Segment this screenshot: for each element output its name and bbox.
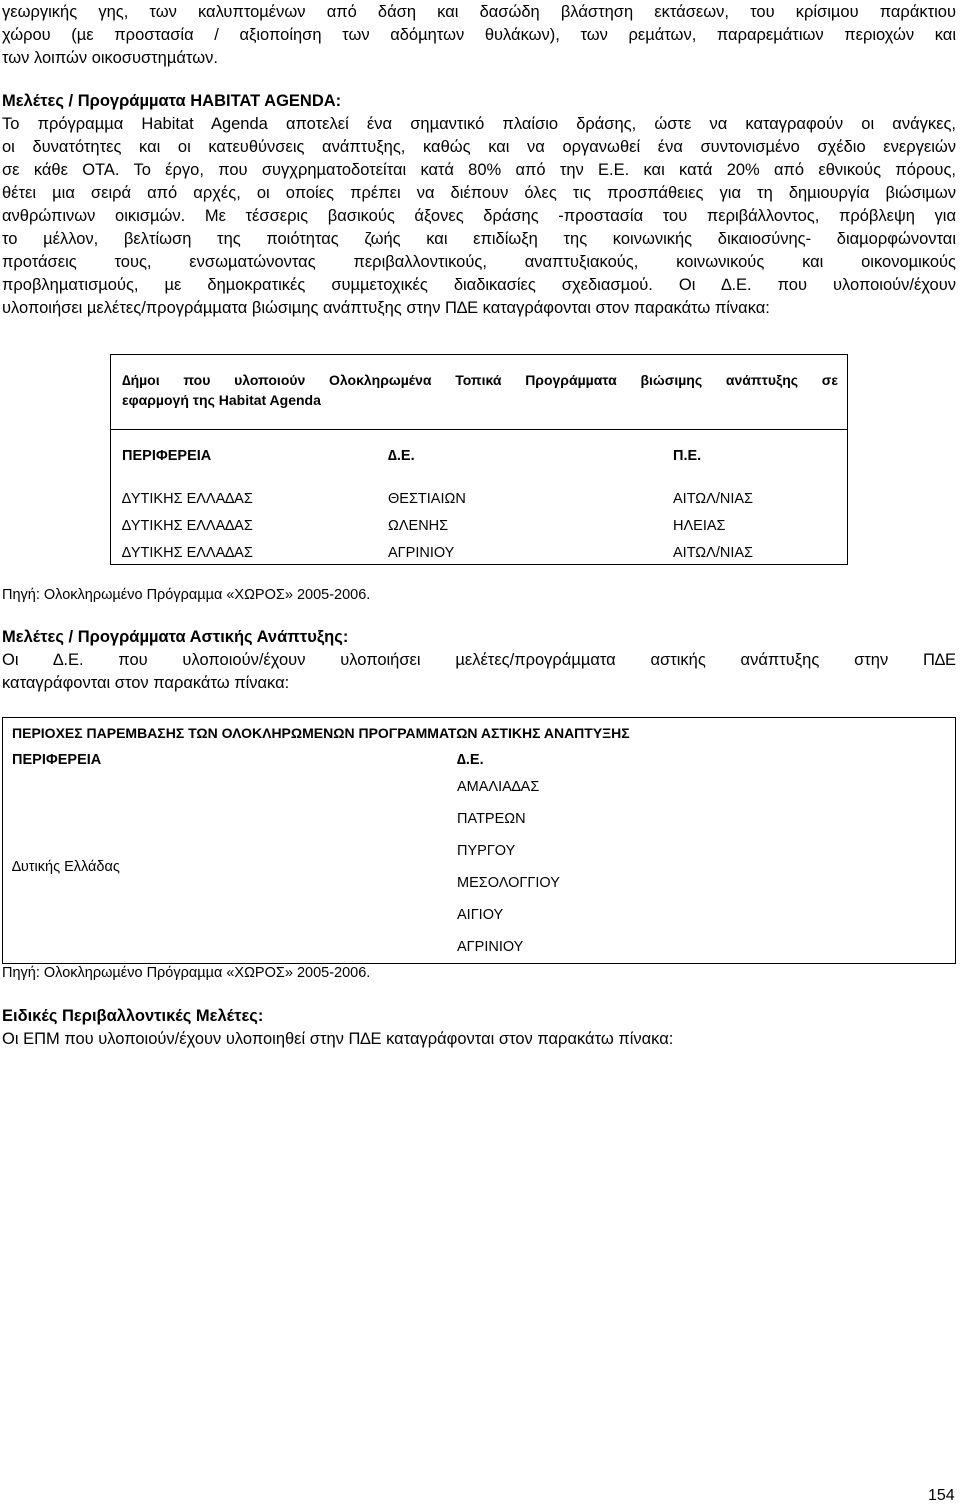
urban-unit-6: ΑΓΡΙΝΙΟΥ — [457, 939, 524, 955]
habitat-row-2-unit: ΩΛΕΝΗΣ — [388, 518, 449, 534]
urban-line-2: καταγράφονται στον παρακάτω πίνακα: — [2, 674, 290, 692]
urban-table-title: ΠΕΡΙΟΧΕΣ ΠΑΡΕΜΒΑΣΗΣ ΤΩΝ ΟΛΟΚΛΗΡΩΜΕΝΩΝ ΠΡΟΓΡΑΜΜΑΤΩΝ ΑΣΤΙΚΗΣ ΑΝΑΠΤΥΞΗΣ — [12, 725, 630, 741]
habitat-line-2: οι δυνατότητες και οι κατευθύνσεις ανάπτυξης, καθώς και να οργανωθεί ένα συντονισµένο σχέδιο ενεργειών — [2, 138, 956, 156]
urban-source: Πηγή: Ολοκληρωµένο Πρόγραµµα «ΧΩΡΟΣ» 2005-2006. — [2, 965, 371, 981]
urban-heading: Μελέτες / Προγράµµατα Αστικής Ανάπτυξης: — [2, 628, 349, 646]
env-line-1: Οι ΕΠΜ που υλοποιούν/έχουν υλοποιηθεί στην Π∆Ε καταγράφονται στον παρακάτω πίνακα: — [2, 1030, 674, 1048]
habitat-line-8: προβληµατισµούς, µε δηµοκρατικές συµµετοχικές διαδικασίες σχεδιασµού. Οι ∆.Ε. που υλοποιούν/έχουν — [2, 276, 956, 294]
habitat-table-caption-1: ∆ήµοι που υλοποιούν Ολοκληρωµένα Τοπικά Προγράµµατα βιώσιµης ανάπτυξης σε — [122, 372, 838, 388]
habitat-line-6: το µέλλον, βελτίωση της ποιότητας ζωής και επιδίωξη της κοινωνικής δικαιοσύνης- διαµορφώνονται — [2, 230, 956, 248]
habitat-row-3-unit: ΑΓΡΙΝΙΟΥ — [388, 545, 455, 561]
urban-unit-1: ΑΜΑΛΙΑ∆ΑΣ — [457, 779, 540, 795]
habitat-row-1-region: ∆ΥΤΙΚΗΣ ΕΛΛΑ∆ΑΣ — [122, 491, 253, 507]
habitat-table-divider — [110, 429, 848, 430]
intro-line-2: χώρου (µε προστασία / αξιοποίηση των αδόµητων θυλάκων), των ρεµάτων, παραρεµάτιων περιοχών και — [2, 26, 956, 44]
habitat-header-unit: ∆.Ε. — [388, 448, 415, 464]
habitat-line-4: θέτει µια σειρά από αρχές, οι οποίες πρέπει να διέπουν όλες τις προσπάθειες για τη δηµιουργία βιώσιµων — [2, 184, 956, 202]
habitat-header-region: ΠΕΡΙΦΕΡΕΙΑ — [122, 448, 212, 464]
urban-header-unit: ∆.Ε. — [457, 752, 484, 768]
urban-unit-5: ΑΙΓΙΟΥ — [457, 907, 504, 923]
env-heading: Ειδικές Περιβαλλοντικές Μελέτες: — [2, 1007, 264, 1025]
urban-unit-3: ΠΥΡΓΟΥ — [457, 843, 516, 859]
habitat-row-3-prefecture: ΑΙΤΩΛ/ΝΙΑΣ — [673, 545, 753, 561]
urban-line-1: Οι ∆.Ε. που υλοποιούν/έχουν υλοποιήσει µελέτες/προγράµµατα αστικής ανάπτυξης στην Π∆Ε — [2, 651, 956, 669]
habitat-heading: Μελέτες / Προγράµµατα HABITAT AGENDA: — [2, 92, 342, 110]
habitat-source: Πηγή: Ολοκληρωµένο Πρόγραµµα «ΧΩΡΟΣ» 2005-2006. — [2, 587, 371, 603]
habitat-row-1-unit: ΘΕΣΤΙΑΙΩΝ — [388, 491, 466, 507]
habitat-row-2-prefecture: ΗΛΕΙΑΣ — [673, 518, 726, 534]
habitat-row-3-region: ∆ΥΤΙΚΗΣ ΕΛΛΑ∆ΑΣ — [122, 545, 253, 561]
habitat-line-1: Το πρόγραµµα Habitat Agenda αποτελεί ένα σηµαντικό πλαίσιο δράσης, ώστε να καταγραφούν οι ανάγκες, — [2, 115, 956, 133]
page-number: 154 — [928, 1487, 955, 1504]
urban-unit-2: ΠΑΤΡΕΩΝ — [457, 811, 526, 827]
habitat-row-2-region: ∆ΥΤΙΚΗΣ ΕΛΛΑ∆ΑΣ — [122, 518, 253, 534]
intro-line-3: των λοιπών οικοσυστηµάτων. — [2, 49, 218, 67]
urban-header-region: ΠΕΡΙΦΕΡΕΙΑ — [12, 752, 102, 768]
habitat-header-prefecture: Π.Ε. — [673, 448, 702, 464]
habitat-line-3: σε κάθε ΟΤΑ. Το έργο, που συγχρηµατοδοτείται κατά 80% από την Ε.Ε. και κατά 20% από εθνικούς πόρους, — [2, 161, 956, 179]
habitat-table-caption-2: εφαρµογή της Habitat Agenda — [122, 392, 321, 408]
habitat-line-9: υλοποιήσει µελέτες/προγράµµατα βιώσιµης ανάπτυξης στην Π∆Ε καταγράφονται στον παρακάτω πίνακα: — [2, 299, 770, 317]
urban-unit-4: ΜΕΣΟΛΟΓΓΙΟΥ — [457, 875, 560, 891]
urban-region-cell: ∆υτικής Ελλάδας — [12, 859, 120, 875]
habitat-row-1-prefecture: ΑΙΤΩΛ/ΝΙΑΣ — [673, 491, 753, 507]
intro-line-1: γεωργικής γης, των καλυπτοµένων από δάση και δασώδη βλάστηση εκτάσεων, του κρίσιµου παράκτιου — [2, 3, 956, 21]
habitat-line-5: ανθρώπινων οικισµών. Με τέσσερις βασικούς άξονες δράσης -προστασία του περιβάλλοντος, πρόβλεψη για — [2, 207, 956, 225]
habitat-line-7: προτάσεις τους, ενσωµατώνοντας περιβαλλοντικούς, αναπτυξιακούς, κοινωνικούς και οικονοµικούς — [2, 253, 956, 271]
